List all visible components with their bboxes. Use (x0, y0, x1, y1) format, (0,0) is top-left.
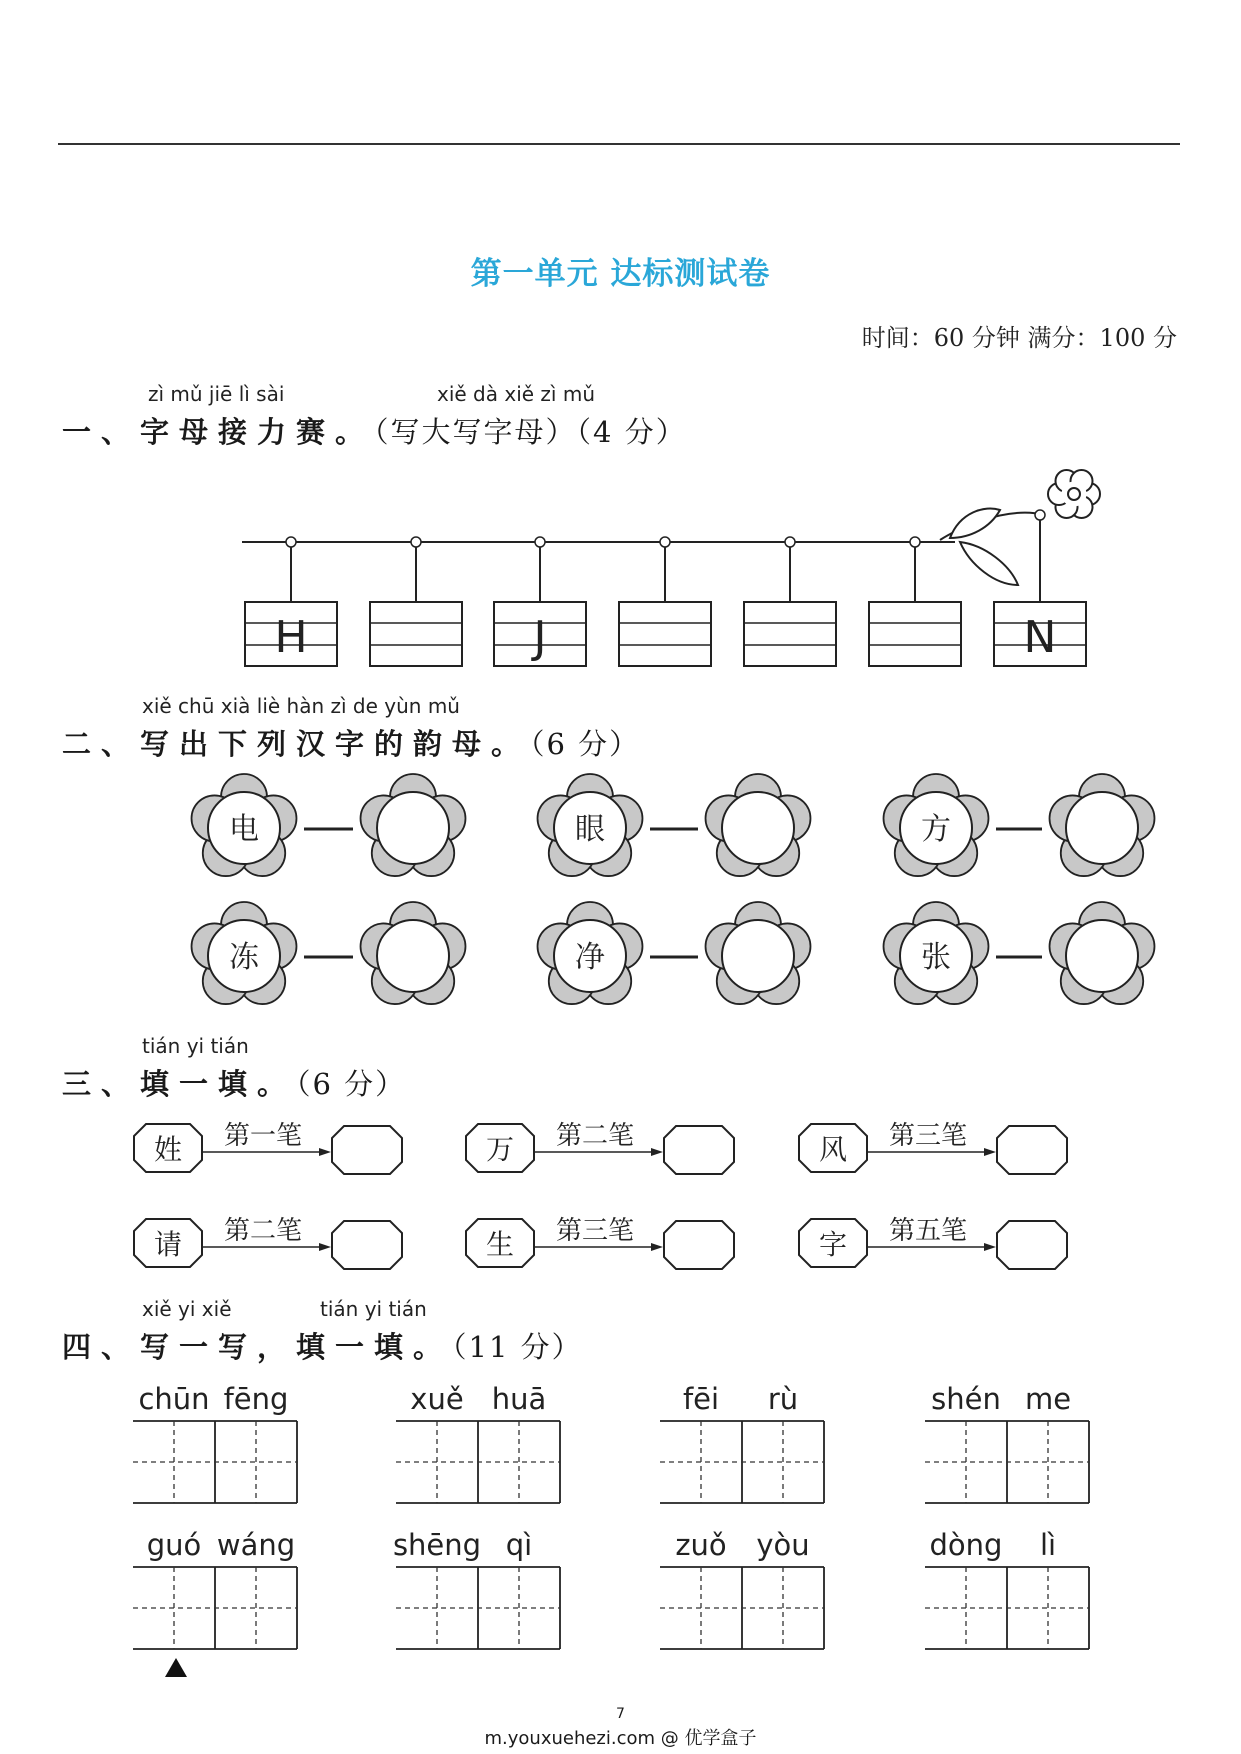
grid-pinyin: chūn (138, 1382, 210, 1416)
footer-site: m.youxuehezi.com @ 优学盒子 (484, 1728, 757, 1749)
grid-pinyin: shén (931, 1382, 1001, 1416)
answer-octagon (664, 1221, 734, 1269)
grid-pinyin: fēi (682, 1382, 720, 1416)
q4-pinyin-b: tián yi tián (320, 1297, 427, 1321)
q3-points: （6 分） (296, 1067, 407, 1101)
answer-flower (706, 774, 811, 876)
grid-pinyin: huā (491, 1382, 547, 1416)
flower-char: 电 (229, 812, 259, 847)
q1-pinyin-a: zì mǔ jiē lì sài (148, 382, 285, 406)
flower-center (1066, 920, 1138, 992)
grid-pinyin: guó (146, 1528, 202, 1562)
arrow-head-icon (651, 1243, 663, 1251)
stroke-char: 万 (485, 1133, 515, 1166)
arrow-head-icon (984, 1148, 996, 1156)
flower-center (377, 792, 449, 864)
stroke-label: 第五笔 (888, 1216, 968, 1246)
grid-pinyin: rù (767, 1382, 799, 1416)
stroke-char: 字 (818, 1228, 848, 1261)
letter-box (744, 602, 836, 666)
stroke-label: 第三笔 (555, 1216, 635, 1246)
triangle-marker-icon (165, 1658, 187, 1677)
q2-pinyin: xiě chū xià liè hàn zì de yùn mǔ (142, 694, 460, 718)
grid-pinyin: xuě (410, 1382, 464, 1416)
stroke-label: 第二笔 (555, 1121, 635, 1151)
letter-box (869, 602, 961, 666)
letter-relay-diagram (0, 450, 1241, 680)
flower-char: 张 (921, 940, 951, 975)
hook-icon (535, 537, 545, 547)
hook-icon (1035, 510, 1045, 520)
char-flower (538, 774, 643, 876)
stroke-order-diagram (0, 1110, 1241, 1290)
q1-points: （4 分） (576, 415, 687, 449)
answer-octagon (332, 1126, 402, 1174)
time-info: 时间：60 分钟 满分：100 分 (861, 324, 1177, 352)
letter-box (494, 602, 586, 666)
q1-pinyin-b: xiě dà xiě zì mǔ (437, 382, 595, 406)
hook-icon (910, 537, 920, 547)
grid-pinyin: zuǒ (675, 1528, 727, 1562)
q1-heading-text: 一、字母接力赛。 (62, 415, 375, 449)
answer-flower (361, 902, 466, 1004)
grid-pinyin: fēng (223, 1382, 289, 1416)
flower-center (722, 792, 794, 864)
answer-octagon (997, 1221, 1067, 1269)
q3-heading (62, 1062, 406, 1103)
arrow-head-icon (319, 1148, 331, 1156)
letter-text: N (1023, 612, 1057, 663)
letter-box (370, 602, 462, 666)
flower-center (1066, 792, 1138, 864)
grid-pinyin: me (1024, 1382, 1072, 1416)
char-flower (538, 902, 643, 1004)
letter-box (994, 602, 1086, 666)
stroke-char: 生 (485, 1228, 515, 1261)
char-flower (884, 902, 989, 1004)
letter-box (245, 602, 337, 666)
letter-box-frame (744, 602, 836, 666)
arrow-head-icon (319, 1243, 331, 1251)
leaf-icon (960, 542, 1018, 585)
writing-grid-diagram (0, 1375, 1241, 1695)
grid-pinyin: shēng (392, 1528, 482, 1562)
grid-pinyin: dòng (929, 1528, 1003, 1562)
flower-char: 净 (575, 940, 605, 975)
q4-heading (62, 1325, 583, 1366)
q4-heading-text: 四、写一写，填一填。 (62, 1330, 453, 1364)
flower-char: 冻 (229, 940, 259, 975)
q2-points: （6 分） (530, 727, 641, 761)
hook-icon (286, 537, 296, 547)
letter-text: H (274, 612, 308, 663)
q4-pinyin-a: xiě yi xiě (142, 1297, 232, 1321)
stroke-char: 姓 (153, 1133, 183, 1166)
grid-pinyin: qì (505, 1528, 533, 1562)
flower-center (722, 920, 794, 992)
grid-pinyin: wáng (216, 1528, 296, 1562)
arrow-head-icon (984, 1243, 996, 1251)
hook-icon (785, 537, 795, 547)
grid-pinyin: lì (1039, 1528, 1057, 1562)
q3-heading-text: 三、填一填。 (62, 1067, 297, 1101)
letter-text: J (533, 612, 547, 663)
flower-center (377, 920, 449, 992)
hook-icon (411, 537, 421, 547)
hook-icon (660, 537, 670, 547)
flower-char: 眼 (575, 812, 605, 847)
arrow-head-icon (651, 1148, 663, 1156)
q1-heading (62, 410, 687, 451)
letter-box-frame (869, 602, 961, 666)
stroke-label: 第一笔 (223, 1121, 303, 1151)
letter-box-frame (619, 602, 711, 666)
letter-box (619, 602, 711, 666)
stroke-label: 第三笔 (888, 1121, 968, 1151)
page-title: 第一单元 达标测试卷 (470, 256, 771, 292)
grid-pinyin: yòu (756, 1528, 810, 1562)
letter-box-frame (370, 602, 462, 666)
q1-instruction: （写大写字母） (374, 415, 577, 449)
answer-octagon (664, 1126, 734, 1174)
header-rule (58, 143, 1180, 145)
answer-flower (706, 902, 811, 1004)
answer-flower (1050, 774, 1155, 876)
leaf-icon (950, 508, 1000, 538)
q2-heading-text: 二、写出下列汉字的韵母。 (62, 727, 531, 761)
char-flower (192, 774, 297, 876)
q3-pinyin: tián yi tián (142, 1034, 249, 1058)
answer-octagon (997, 1126, 1067, 1174)
char-flower (884, 774, 989, 876)
q2-heading (62, 722, 640, 763)
stroke-char: 风 (818, 1133, 848, 1166)
answer-flower (1050, 902, 1155, 1004)
q4-points: （11 分） (452, 1330, 583, 1364)
answer-octagon (332, 1221, 402, 1269)
page-number: 7 (616, 1706, 625, 1722)
flower-char: 方 (921, 812, 951, 847)
flower-rhyme-diagram (0, 770, 1241, 1020)
stroke-label: 第二笔 (223, 1216, 303, 1246)
char-flower (192, 902, 297, 1004)
stroke-char: 请 (153, 1228, 183, 1261)
answer-flower (361, 774, 466, 876)
flower-center-icon (1068, 488, 1080, 500)
